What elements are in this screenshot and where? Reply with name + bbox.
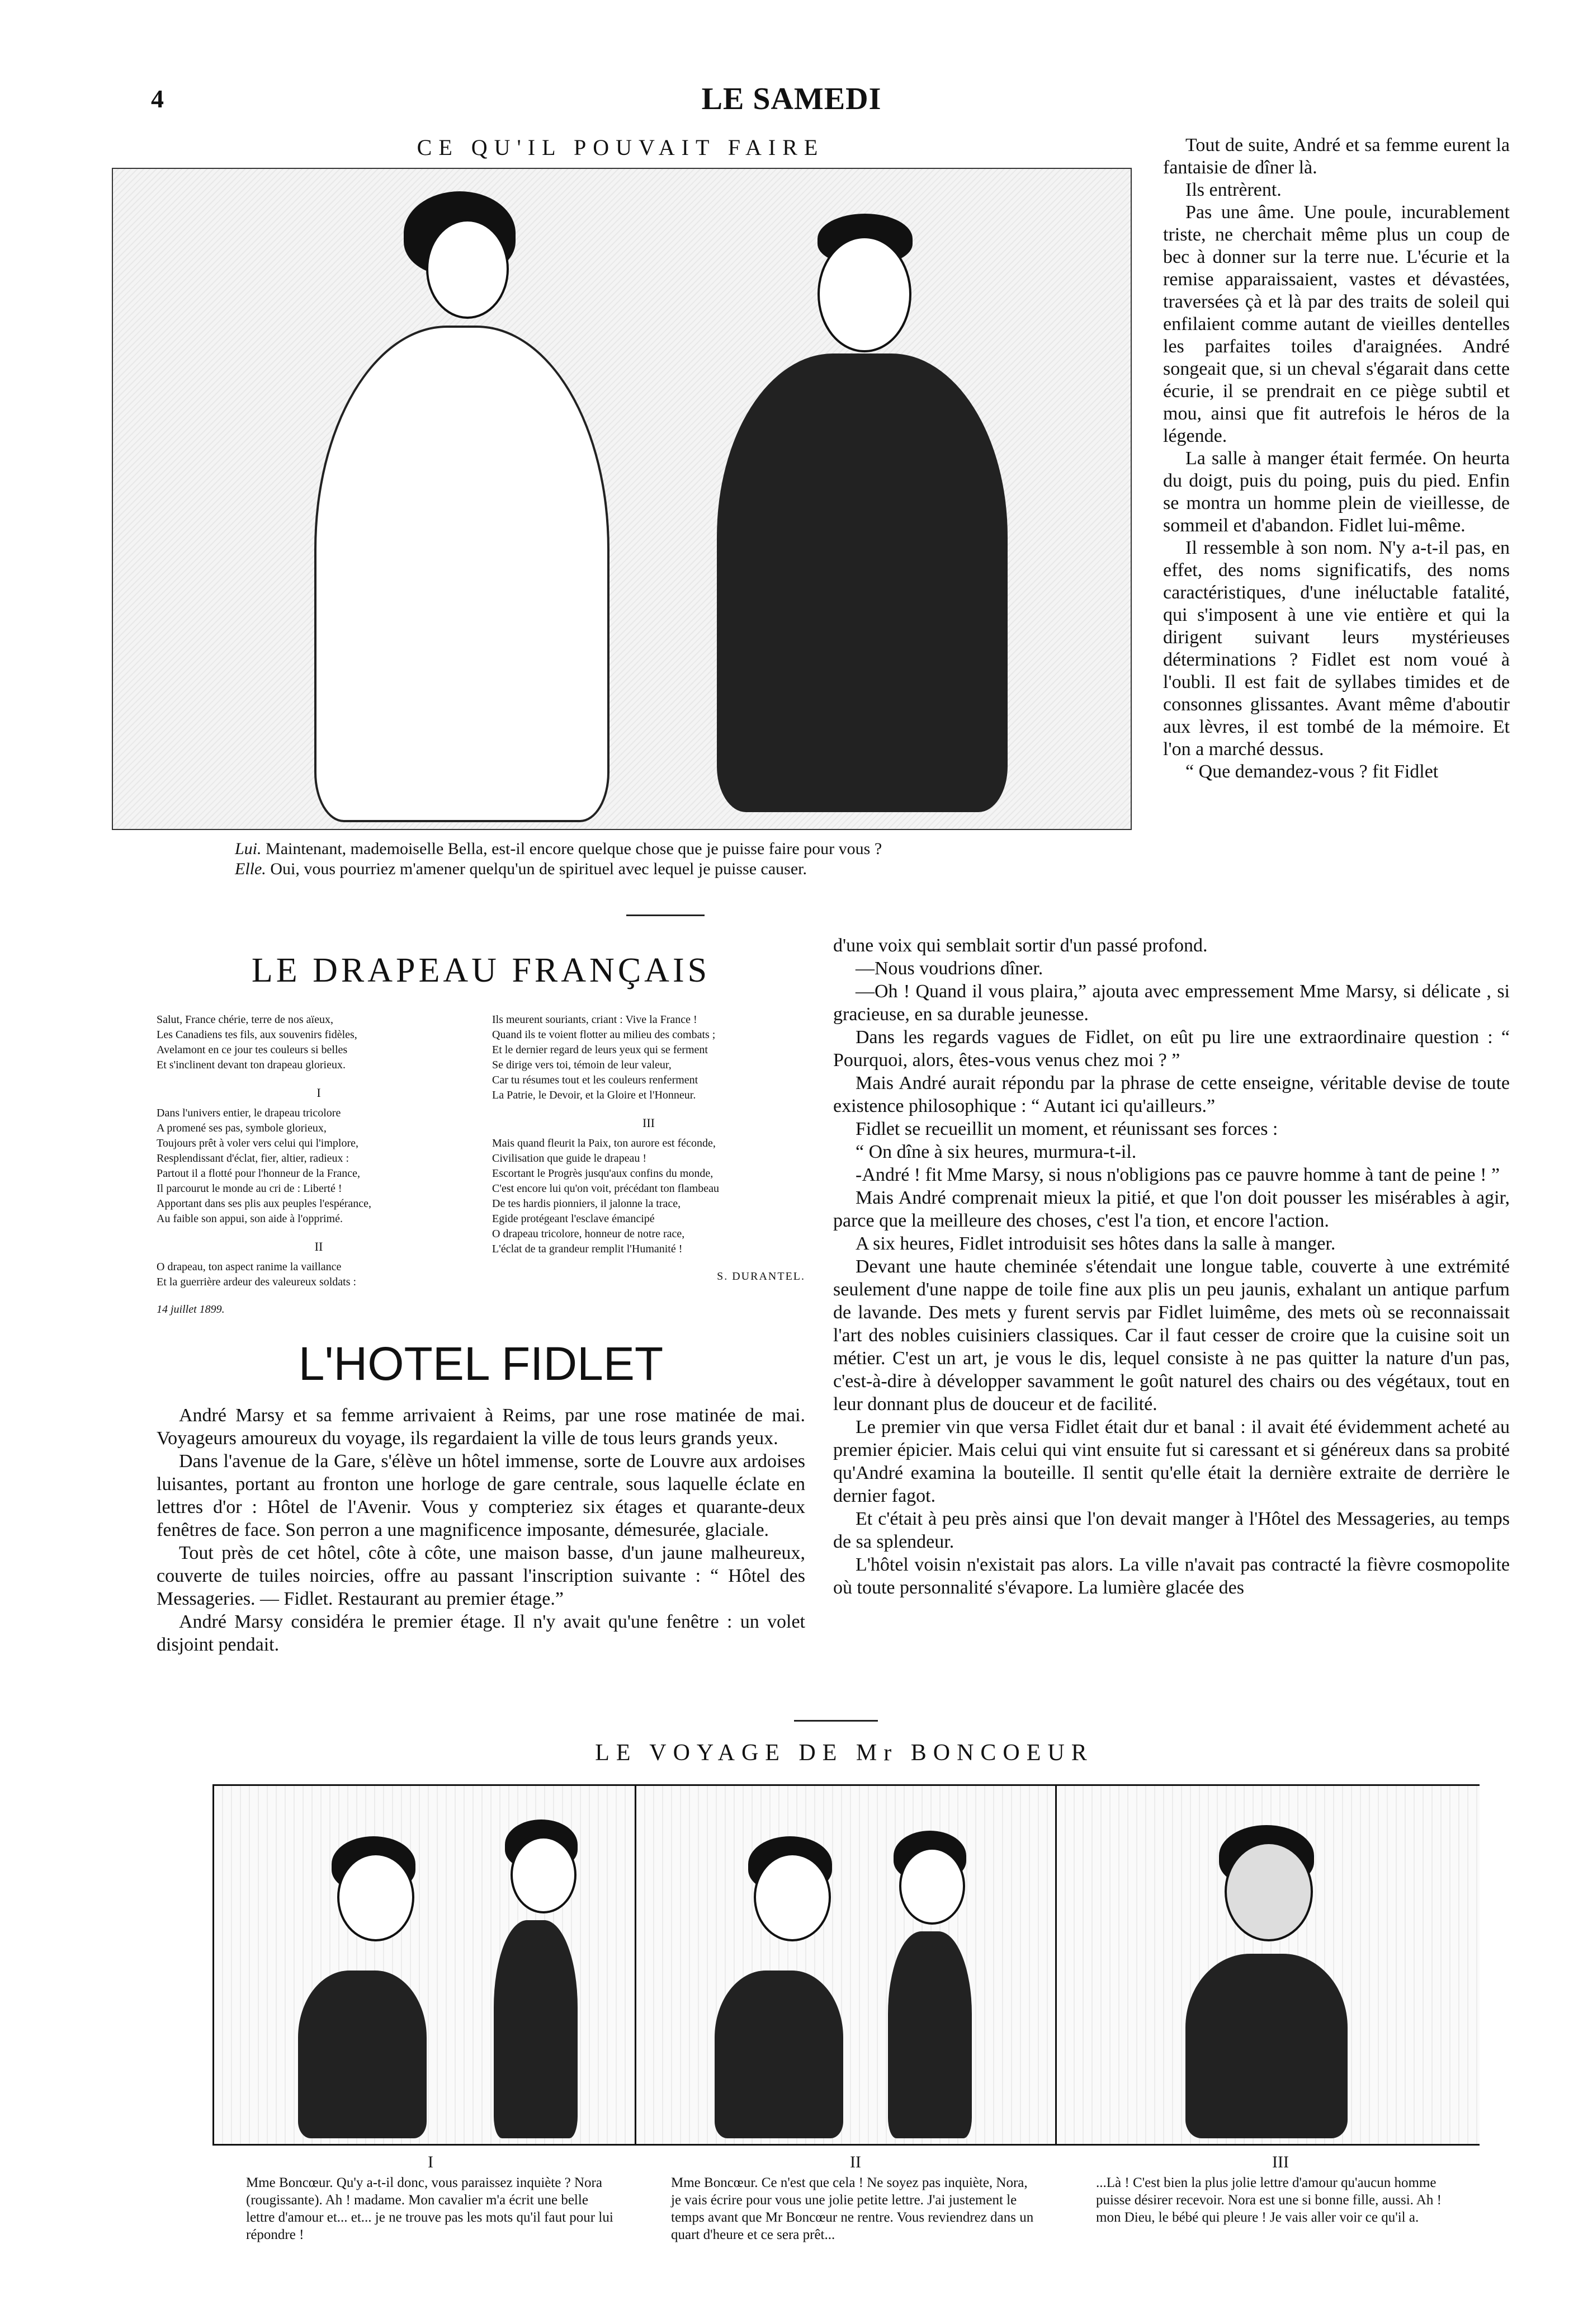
paragraph: —Oh ! Quand il vous plaira,” ajouta avec empressement Mme Marsy, si délicate , si gracieuse, en sa durable jeunesse. bbox=[833, 981, 1510, 1025]
paragraph: Tout près de cet hôtel, côte à côte, une maison basse, d'un jaune malheureux, couverte de tuiles noircies, offre au passant l'inscription suivante : “ Hôtel des Messageries. — Fidlet. Restaurant au premier étage.” bbox=[157, 1543, 805, 1609]
paragraph: Tout de suite, André et sa femme eurent la fantaisie de dîner là. bbox=[1163, 135, 1510, 178]
comic-caption-2 bbox=[671, 2153, 1040, 2243]
poem-line: De tes hardis pionniers, il jalonne la trace, bbox=[492, 1198, 681, 1210]
woman-face bbox=[426, 219, 509, 319]
poem-line: Avelamont en ce jour tes couleurs si belles bbox=[157, 1044, 348, 1056]
comic-panel-3 bbox=[1055, 1786, 1480, 2144]
poem-line: L'éclat de ta grandeur remplit l'Humanité ! bbox=[492, 1243, 683, 1255]
panel-text: Mme Boncœur. Ce n'est que cela ! Ne soyez pas inquiète, Nora, je vais écrire pour vous une jolie petite lettre. J'ai justement le temps avant que Mr Boncœur ne rentre. Vous reviendrez dans un quart d'heure et ce sera prêt... bbox=[671, 2175, 1034, 2242]
poem-line: A promené ses pas, symbole glorieux, bbox=[157, 1122, 327, 1134]
divider-rule bbox=[794, 1720, 878, 1722]
paragraph: —Nous voudrions dîner. bbox=[856, 958, 1043, 979]
poem-column-left bbox=[157, 1007, 481, 1317]
stanza-numeral: III bbox=[642, 1116, 655, 1130]
comic-panel-2 bbox=[635, 1786, 1057, 2144]
paragraph: Mais André aurait répondu par la phrase de cette enseigne, véritable devise de toute existence philosophique : “ Autant ici qu'ailleurs.” bbox=[833, 1073, 1510, 1116]
paragraph: Dans les regards vagues de Fidlet, on eût pu lire une extraordinaire question : “ Pourquoi, alors, êtes-vous venus chez moi ? ” bbox=[833, 1027, 1510, 1071]
panel-text: ...Là ! C'est bien la plus jolie lettre d'amour qu'aucun homme puisse désirer recevoir. Nora est une si bonne fille, aussi. Ah ! mon Dieu, le bébé qui pleure ! Je vais aller voir ce qu'il a. bbox=[1096, 2175, 1442, 2225]
panel-text: Mme Boncœur. Qu'y a-t-il donc, vous paraissez inquiète ? Nora (rougissante). Ah ! madame. Mon cavalier m'a écrit une belle lettre d'amour et... et... je ne trouve pas les mots qu'il faut pour lui répondre ! bbox=[246, 2175, 613, 2242]
story-right-column bbox=[1163, 134, 1510, 783]
poem-line: Et s'inclinent devant ton drapeau glorieux. bbox=[157, 1059, 346, 1071]
man-tuxedo bbox=[717, 353, 1008, 812]
newspaper-title: LE SAMEDI bbox=[701, 82, 882, 116]
poem-line: Escortant le Progrès jusqu'aux confins du monde, bbox=[492, 1167, 713, 1180]
stanza bbox=[492, 1012, 805, 1103]
divider-rule bbox=[626, 914, 705, 916]
woman-dress bbox=[314, 326, 609, 822]
story-right-column-lower bbox=[833, 934, 1510, 1599]
paragraph: Il ressemble à son nom. N'y a-t-il pas, en effet, des noms significatifs, des noms caractéristiques, d'une inéluctable fatalité, qui s'imposent à une vie entière et qui la dirigent suivant leurs mystérieuses déterminations ? Fidlet est nom voué à l'oubli. Il est fait de syllabes timides et de consonnes glissantes. Avant même d'aboutir aux lèvres, il est tombé de la mémoire. Et l'on a marché dessus. bbox=[1163, 538, 1510, 760]
poem-column-right bbox=[492, 1007, 805, 1284]
mme-boncoeur-face bbox=[1225, 1842, 1313, 1941]
poem-line: La Patrie, le Devoir, et la Gloire et l'Honneur. bbox=[492, 1089, 696, 1101]
poem-line: Et la guerrière ardeur des valeureux soldats : bbox=[157, 1276, 357, 1288]
page-number: 4 bbox=[151, 84, 164, 113]
caption-line-1: Lui. Maintenant, mademoiselle Bella, est-il encore quelque chose que je puisse faire pour vous ? bbox=[235, 840, 882, 858]
nora-face bbox=[511, 1836, 577, 1913]
poem-line: Dans l'univers entier, le drapeau tricolore bbox=[157, 1107, 341, 1119]
poem-line: Et le dernier regard de leurs yeux qui se ferment bbox=[492, 1044, 708, 1056]
paragraph: Ils entrèrent. bbox=[1185, 180, 1282, 200]
poem-line: Mais quand fleurit la Paix, ton aurore est féconde, bbox=[492, 1137, 716, 1149]
poem-line: Resplendissant d'éclat, fier, altier, radieux : bbox=[157, 1152, 349, 1165]
illustration-conversation bbox=[112, 168, 1132, 830]
stanza bbox=[157, 1239, 481, 1290]
poem-line: Se dirige vers toi, témoin de leur valeur, bbox=[492, 1059, 672, 1071]
man-face bbox=[818, 236, 911, 352]
comic-strip bbox=[212, 1784, 1480, 2146]
paragraph: Pas une âme. Une poule, incurablement triste, ne cherchait même plus un coup de bec à donner sur la terre nue. L'écurie et la remise apparaissaient, vastes et dévastées, traversées çà et là par des traits de soleil qui enfilaient comme autant de vieilles dentelles les parfaites toiles d'araignées. André songeait que, si un cheval s'égarait dans cette écurie, il se prendrait en ce piège subtil et mou, ainsi que fit autrefois le héros de la légende. bbox=[1163, 202, 1510, 446]
paragraph: A six heures, Fidlet introduisit ses hôtes dans la salle à manger. bbox=[856, 1233, 1336, 1254]
paragraph: d'une voix qui semblait sortir d'un passé profond. bbox=[833, 935, 1208, 956]
poem-line: O drapeau tricolore, honneur de notre race, bbox=[492, 1228, 685, 1240]
stanza-numeral: I bbox=[316, 1086, 321, 1100]
comic-caption-3 bbox=[1096, 2153, 1465, 2226]
poem-line: Salut, France chérie, terre de nos aïeux, bbox=[157, 1013, 333, 1026]
panel-numeral: II bbox=[850, 2153, 861, 2171]
stanza bbox=[157, 1012, 481, 1073]
poem-line: Toujours prêt à voler vers celui qui l'implore, bbox=[157, 1137, 358, 1149]
stanza bbox=[492, 1115, 805, 1257]
poem-line: Car tu résumes tout et les couleurs renferment bbox=[492, 1074, 698, 1086]
illustration-title: CE QU'IL POUVAIT FAIRE bbox=[417, 135, 825, 160]
paragraph: André Marsy considéra le premier étage. Il n'y avait qu'une fenêtre : un volet disjoint pendait. bbox=[157, 1611, 805, 1655]
panel-numeral: I bbox=[428, 2153, 433, 2171]
mme-boncoeur-face bbox=[337, 1853, 414, 1941]
nora-face bbox=[899, 1847, 965, 1925]
poem-author: S. DURANTEL. bbox=[717, 1270, 805, 1283]
poem-line: Quand ils te voient flotter au milieu des combats ; bbox=[492, 1029, 716, 1041]
poem-date: 14 juillet 1899. bbox=[157, 1303, 225, 1316]
comic-title: LE VOYAGE DE Mr BONCOEUR bbox=[595, 1740, 1094, 1766]
poem-line: Les Canadiens tes fils, aux souvenirs fidèles, bbox=[157, 1029, 357, 1041]
poem-line: Au faible son appui, son aide à l'opprimé. bbox=[157, 1213, 343, 1225]
paragraph: -André ! fit Mme Marsy, si nous n'obligions pas ce pauvre homme à tant de peine ! ” bbox=[856, 1165, 1500, 1185]
illustration-caption bbox=[235, 839, 1130, 879]
poem-line: Partout il a flotté pour l'honneur de la France, bbox=[157, 1167, 361, 1180]
paragraph: “ Que demandez-vous ? fit Fidlet bbox=[1185, 761, 1439, 782]
poem-line: Il parcourut le monde au cri de : Liberté ! bbox=[157, 1182, 342, 1195]
paragraph: “ On dîne à six heures, murmura-t-il. bbox=[856, 1142, 1137, 1162]
poem-title: LE DRAPEAU FRANÇAIS bbox=[251, 951, 711, 989]
poem-line: O drapeau, ton aspect ranime la vaillance bbox=[157, 1261, 342, 1273]
story-left-column bbox=[157, 1404, 805, 1656]
poem-line: Civilisation que guide le drapeau ! bbox=[492, 1152, 647, 1165]
paragraph: La salle à manger était fermée. On heurta du doigt, puis du poing, puis du pied. Enfin se montra un homme plein de vieillesse, de sommeil et d'abandon. Fidlet lui-même. bbox=[1163, 448, 1510, 536]
poem-line: C'est encore lui qu'on voit, précédant ton flambeau bbox=[492, 1182, 719, 1195]
poem-line: Apportant dans ses plis aux peuples l'espérance, bbox=[157, 1198, 372, 1210]
comic-caption-1 bbox=[246, 2153, 615, 2243]
paragraph: Le premier vin que versa Fidlet était dur et banal : il avait été évidemment acheté au premier épicier. Mais celui qui vint ensuite fut si caressant et si généreux dans sa probité qu'André examina la bouteille. Il sentit qu'elle était la dernière extraite de derrière le dernier fagot. bbox=[833, 1417, 1510, 1506]
stanza-numeral: II bbox=[314, 1239, 323, 1253]
poem-line: Ils meurent souriants, criant : Vive la France ! bbox=[492, 1013, 697, 1026]
mme-boncoeur-face bbox=[754, 1853, 831, 1941]
paragraph: Fidlet se recueillit un moment, et réunissant ses forces : bbox=[856, 1119, 1278, 1139]
paragraph: Mais André comprenait mieux la pitié, et que l'on doit pousser les misérables à agir, parce que la meilleure des choses, c'est l'a tion, et encore l'action. bbox=[833, 1187, 1510, 1231]
comic-panel-1 bbox=[214, 1786, 635, 2144]
paragraph: André Marsy et sa femme arrivaient à Reims, par une rose matinée de mai. Voyageurs amoureux du voyage, ils regardaient la ville de tous leurs grands yeux. bbox=[157, 1405, 805, 1449]
caption-line-2: Elle. Oui, vous pourriez m'amener quelqu'un de spirituel avec lequel je puisse causer. bbox=[235, 860, 807, 878]
paragraph: Dans l'avenue de la Gare, s'élève un hôtel immense, sorte de Louvre aux ardoises luisantes, portant au fronton une horloge de gare centrale, sous laquelle éclate en lettres d'or : Hôtel de l'Avenir. Vous y compteriez six étages et quarante-deux fenêtres de face. Son perron a une magnificence imposante, démesurée, glaciale. bbox=[157, 1451, 805, 1540]
story-title: L'HOTEL FIDLET bbox=[298, 1337, 664, 1390]
poem-line: Egide protégeant l'esclave émancipé bbox=[492, 1213, 655, 1225]
paragraph: Devant une haute cheminée s'étendait une longue table, couverte à une extrémité seulement d'une nappe de toile fine aux plis un peu jaunis, exhalant un antique parfum de lavande. Des mets y furent servis par Fidlet luimême, des mets où se reconnaissait l'art des nobles cuisiniers classiques. Car il faut cesser de croire que la cuisine soit un métier. C'est un art, je vous le dis, lequel consiste à ne pas quitter la nature d'un pas, c'est-à-dire à développer savamment le goût naturel des chairs ou des végétaux, tout en leur donnant plus de douceur et de facilité. bbox=[833, 1256, 1510, 1415]
paragraph: L'hôtel voisin n'existait pas alors. La ville n'avait pas contracté la fièvre cosmopolite où toute personnalité s'évapore. La lumière glacée des bbox=[833, 1554, 1510, 1598]
paragraph: Et c'était à peu près ainsi que l'on devait manger à l'Hôtel des Messageries, au temps de sa splendeur. bbox=[833, 1509, 1510, 1552]
stanza bbox=[157, 1085, 481, 1227]
panel-numeral: III bbox=[1272, 2153, 1289, 2171]
